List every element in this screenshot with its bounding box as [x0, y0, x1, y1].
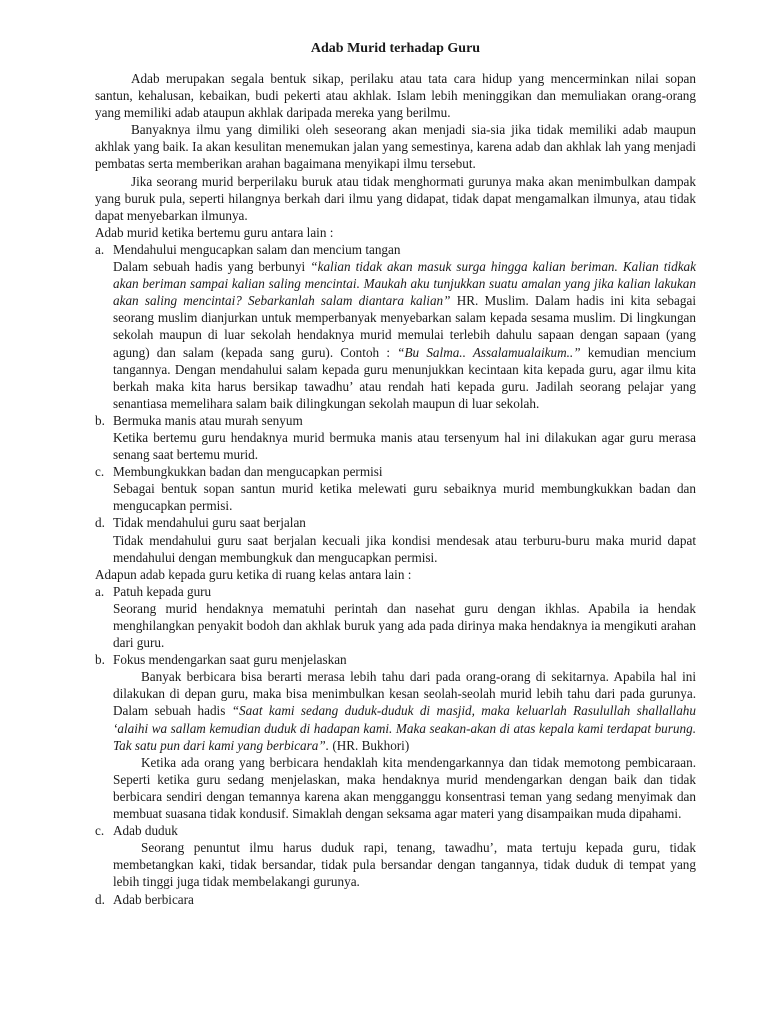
hadith-quote: “kalian tidak akan masuk surga hingga kalian beriman. Kalian tidkak akan beriman sampai kalian saling mencintai. Maukah aku tunjukkan suatu amalan yang jika kalian lakukan akan saling mencintai? Sebarkanlah salam diantara kalian”: [113, 259, 696, 309]
list-item-title: Membungkukkan badan dan mengucapkan permisi: [113, 464, 383, 480]
list-item-title: Adab duduk: [113, 823, 178, 839]
list-item-header: [95, 822, 696, 839]
list-item-title: Fokus mendengarkan saat guru menjelaskan: [113, 652, 347, 668]
list-item-body: Ketika ada orang yang berbicara hendaklah kita mendengarkannya dan tidak memotong pembicaraan. Seperti ketika guru sedang menjelaskan, maka hendaknya murid mendengarkan dengan baik dan tidak berbicara sendiri dengan temannya karena akan mengganggu konsentrasi teman yang sedang menyimak dan membuat suasana tidak kondusif. Simaklah dengan seksama agar materi yang disampaikan muda dipahami.: [113, 754, 696, 822]
list-marker: b.: [95, 652, 105, 668]
list-marker: a.: [95, 583, 105, 599]
list-item-body: [95, 258, 696, 412]
list-item-header: [95, 241, 696, 258]
list-item-body: Sebagai bentuk sopan santun murid ketika melewati guru sebaiknya murid membungkukkan badan dan mengucapkan permisi.: [113, 481, 696, 514]
list-item-title: Patuh kepada guru: [113, 583, 212, 599]
hadith-quote: “Saat kami sedang duduk-duduk di masjid, maka keluarlah Rasulullah shallallahu ‘alaihi wa sallam kemudian duduk di hadapan kami. Maka seakan-akan di atas kepala kami terdapat burung. Tak satu pun dari kami yang berbicara”.: [113, 703, 696, 753]
list-item-body: [95, 668, 696, 753]
section-heading: Adab murid ketika bertemu guru antara lain :: [95, 224, 334, 240]
list-item-header: [95, 463, 696, 480]
body-text: Dalam sebuah hadis yang berbunyi: [113, 259, 311, 275]
list-marker: d.: [95, 891, 105, 907]
list-marker: d.: [95, 515, 105, 531]
hadith-source: (HR. Bukhori): [329, 737, 410, 753]
list-marker: c.: [95, 464, 105, 480]
intro-paragraph: Banyaknya ilmu yang dimiliki oleh seseorang akan menjadi sia-sia jika tidak memiliki adab maupun akhlak yang baik. Ia akan kesulitan menemukan jalan yang semestinya, karena adab dan akhlak lah yang menjadi pembatas serta memberikan arahan bagaimana menyikapi ilmu tersebut.: [95, 122, 696, 172]
body-text: kemudian mencium tangannya. Dengan mendahului salam kepada guru menunjukkan kecintaan kita kepada guru, agar ilmu kita berkah maka kita harus bersikap tawadhu’ atau rendah hati kepada guru. Jadilah seorang pelajar yang senantiasa memelihara salam baik dilingkungan sekolah maupun di luar sekolah.: [113, 344, 697, 411]
list-item-header: [95, 891, 696, 908]
list-item-body: Seorang murid hendaknya mematuhi perintah dan nasehat guru dengan ikhlas. Apabila ia hendak menghilangkan penyakit bodoh dan akhlak buruk yang ada pada dirinya maka hendaknya ia mengikuti arahan dari guru.: [113, 600, 696, 651]
list-item-body: Tidak mendahului guru saat berjalan kecuali jika kondisi mendesak atau terburu-buru maka murid dapat mendahului dengan membungkuk dan mengucapkan permisi.: [113, 532, 696, 565]
list-item-body: Seorang penuntut ilmu harus duduk rapi, tenang, tawadhu’, mata tertuju kepada guru, tidak membetangkan kaki, tidak bersandar, tidak pula bersandar dengan tangannya, tidak duduk di tempat yang lebih tinggi juga tidak membelakangi gurunya.: [113, 840, 696, 890]
body-text: HR. Muslim. Dalam hadis ini kita sebagai seorang muslim dianjurkan untuk memperbanyak menyebarkan salam kepada sesama muslim. Di lingkungan sekolah maupun di luar sekolah hendaknya murid memulai terlebih dahulu sapaan dengan sapaan (yang agung) dan salam (kepada sang guru). Contoh :: [113, 293, 696, 360]
list-item-header: [95, 651, 696, 668]
list-marker: a.: [95, 241, 105, 257]
intro-paragraph: Jika seorang murid berperilaku buruk atau tidak menghormati gurunya maka akan menimbulkan dampak yang buruk pula, seperti hilangnya berkah dari ilmu yang didapat, tidak dapat mengamalkan ilmunya, atau tidak dapat menyebarkan ilmunya.: [95, 173, 696, 223]
list-marker: b.: [95, 412, 105, 428]
document-title: Adab Murid terhadap Guru: [310, 41, 481, 56]
example-quote: “Bu Salma.. Assalamualaikum..”: [397, 344, 581, 360]
list-item-header: [95, 583, 696, 600]
list-item-title: Mendahului mengucapkan salam dan mencium tangan: [113, 241, 401, 257]
list-item-title: Bermuka manis atau murah senyum: [113, 412, 303, 428]
list-item-body: Ketika bertemu guru hendaknya murid bermuka manis atau tersenyum hal ini dilakukan agar guru merasa senang saat bertemu murid.: [113, 429, 696, 463]
section-heading: Adapun adab kepada guru ketika di ruang kelas antara lain :: [95, 566, 412, 582]
intro-paragraph: Adab merupakan segala bentuk sikap, perilaku atau tata cara hidup yang mencerminkan nilai sopan santun, kehalusan, kebaikan, budi pekerti atau akhlak. Islam lebih meninggikan dan memuliakan orang-orang yang memiliki adab ataupun akhlak daripada mereka yang berilmu.: [95, 71, 696, 121]
list-item-title: Tidak mendahului guru saat berjalan: [113, 515, 306, 531]
list-item-title: Adab berbicara: [113, 891, 194, 907]
list-item-header: [95, 514, 696, 531]
body-text: Banyak berbicara bisa berarti merasa lebih tahu dari pada orang-orang di sekitarnya. Apabila hal ini dilakukan di depan guru, maka bisa menimbulkan kesan seolah-seolah murid lebih tahu dari pada gurunya. Dalam sebuah hadis: [113, 669, 696, 719]
document-body: [95, 70, 696, 908]
list-item-header: [95, 412, 696, 429]
list-marker: c.: [95, 823, 105, 839]
